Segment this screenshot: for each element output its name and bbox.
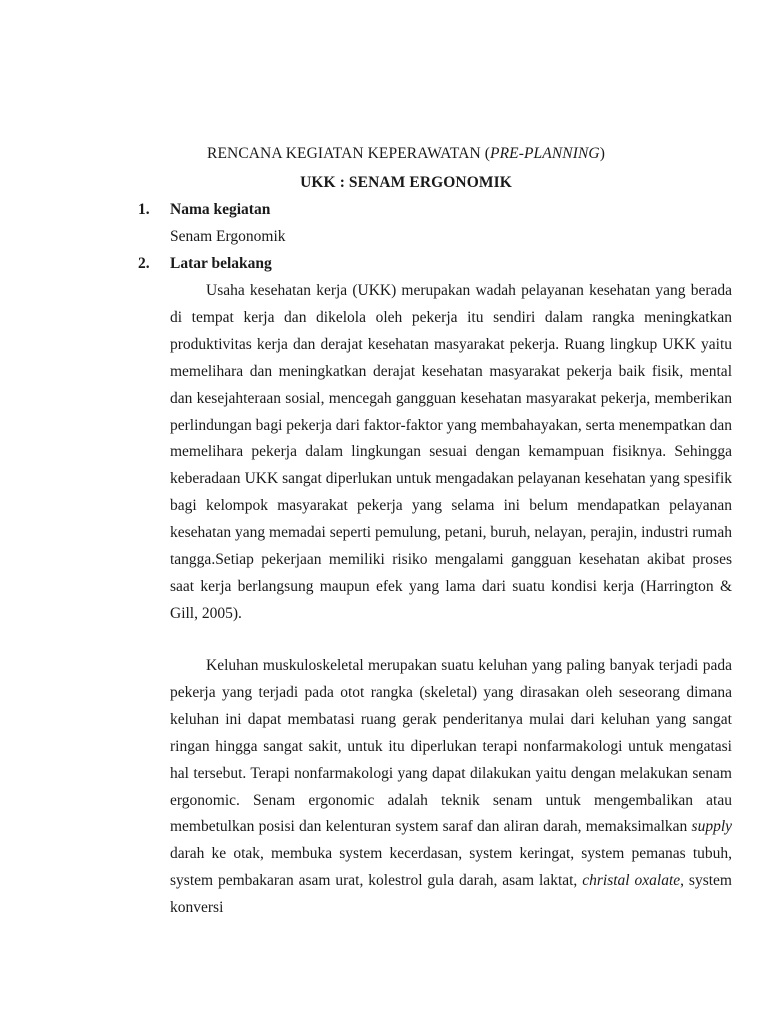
body-paragraph-1: Usaha kesehatan kerja (UKK) merupakan wadah pelayanan kesehatan yang berada di tempat kerja dan dikelola oleh pekerja itu sendiri dalam rangka meningkatkan produktivitas kerja dan derajat kesehatan masyarakat pekerja. Ruang lingkup UKK yaitu memelihara dan meningkatkan derajat kesehatan masyarakat pekerja baik fisik, mental dan kesejahteraan sosial, mencegah gangguan kesehatan masyarakat pekerja, memberikan perlindungan bagi pekerja dari faktor-faktor yang membahayakan, serta menempatkan dan memelihara pekerja dalam lingkungan sesuai dengan kemampuan fisiknya. Sehingga keberadaan UKK sangat diperlukan untuk mengadakan pelayanan kesehatan yang spesifik bagi kelompok masyarakat pekerja yang selama ini belum mendapatkan pelayanan kesehatan yang memadai seperti pemulung, petani, buruh, nelayan, perajin, industri rumah tangga.Setiap pekerjaan memiliki risiko mengalami gangguan kesehatan akibat proses saat kerja berlangsung maupun efek yang lama dari suatu kondisi kerja (Harrington & Gill, 2005).: [170, 282, 732, 622]
paragraph-text: darah ke otak, membuka system kecerdasan, system keringat, system pemanas tubuh, system pembakaran asam urat, kolestrol gula darah, asam laktat,: [170, 845, 732, 890]
section-title: Latar belakang: [170, 255, 272, 272]
body-paragraph-2: [170, 653, 732, 922]
section-number: 1.: [138, 201, 150, 218]
section-1-content: Senam Ergonomik: [170, 228, 286, 245]
section-title: Nama kegiatan: [170, 201, 271, 218]
paragraph-text: , system konversi: [170, 872, 732, 917]
title-suffix: ): [599, 145, 605, 162]
italic-term: supply: [691, 818, 732, 836]
document-subtitle: UKK : SENAM ERGONOMIK: [300, 174, 512, 191]
section-number: 2.: [138, 255, 150, 272]
document-title: [0, 145, 768, 163]
italic-term: christal oxalate: [582, 872, 681, 890]
title-italic: PRE-PLANNING: [490, 145, 600, 162]
title-prefix: RENCANA KEGIATAN KEPERAWATAN (: [207, 145, 491, 162]
paragraph-text: Keluhan muskuloskeletal merupakan suatu keluhan yang paling banyak terjadi pada pekerja yang terjadi pada otot rangka (skeletal) yang dirasakan oleh seseorang dimana keluhan ini dapat membatasi ruang gerak penderitanya mulai dari keluhan yang sangat ringan hingga sangat sakit, untuk itu diperlukan terapi nonfarmakologi untuk mengatasi hal tersebut. Terapi nonfarmakologi yang dapat dilakukan yaitu dengan melakukan senam ergonomic. Senam ergonomic adalah teknik senam untuk mengembalikan atau membetulkan posisi dan kelenturan system saraf dan aliran darah, memaksimalkan: [170, 657, 732, 836]
